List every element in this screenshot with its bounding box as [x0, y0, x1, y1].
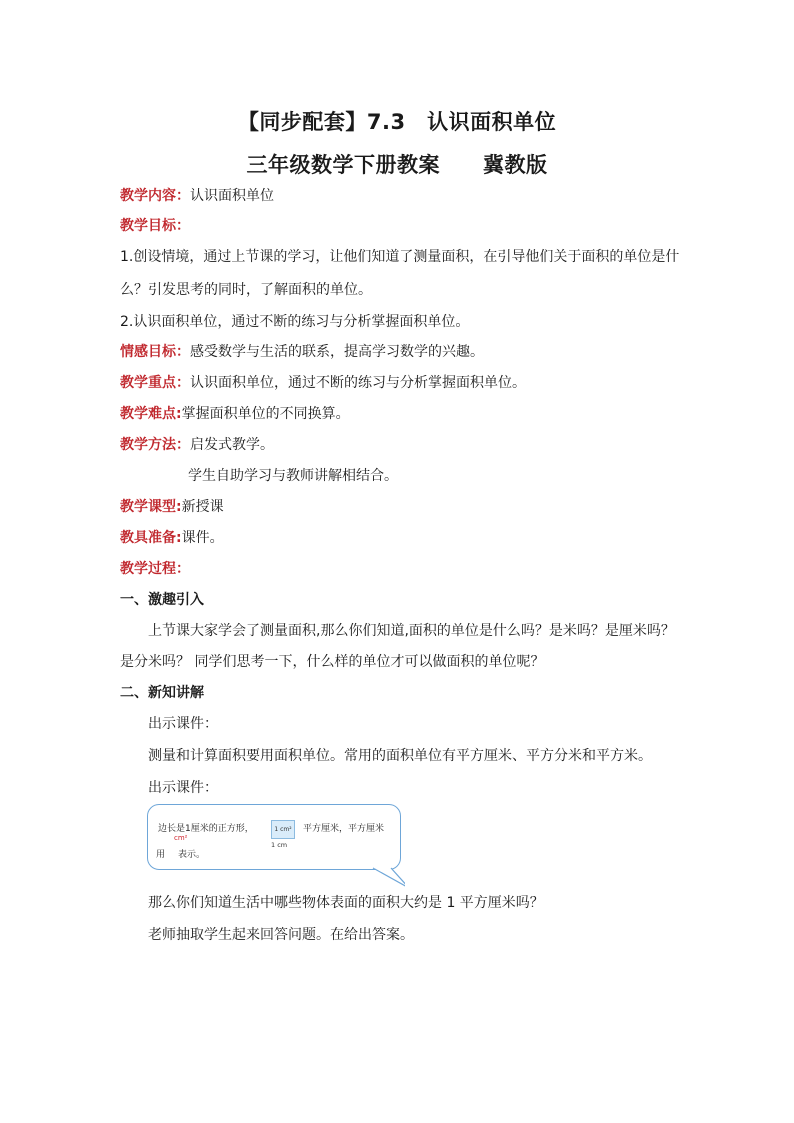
- key-row: [120, 373, 526, 393]
- content-row: [120, 186, 274, 206]
- method-text-2: 学生自助学习与教师讲解相结合。: [188, 468, 398, 484]
- side-label: 1 cm: [271, 841, 288, 849]
- goal-item-1b: 么？引发思考的同时，了解面积的单位。: [120, 282, 372, 298]
- section2-heading: 二、新知讲解: [120, 685, 204, 701]
- tools-label: 教具准备:: [120, 530, 182, 546]
- title-line-2: 三年级数学下册教案 冀教版: [246, 153, 548, 177]
- section1-heading: 一、激趣引入: [120, 592, 204, 608]
- goals-label: 教学目标：: [120, 218, 190, 234]
- section2-paragraph-3: 老师抽取学生起来回答问题。在给出答案。: [148, 927, 414, 943]
- tools-row: [120, 528, 224, 548]
- bubble-unit: cm²: [174, 834, 188, 842]
- section1-paragraph-1: 上节课大家学会了测量面积,那么你们知道,面积的单位是什么吗？是米吗？是厘米吗？: [148, 623, 675, 639]
- title-line-1: 【同步配套】7.3 认识面积单位: [237, 110, 557, 134]
- bubble-text-3: 用: [156, 850, 166, 860]
- method-label: 教学方法：: [120, 437, 190, 453]
- tools-text: 课件。: [181, 530, 224, 546]
- emotion-text: 感受数学与生活的联系，提高学习数学的兴趣。: [190, 344, 484, 360]
- content-label: 教学内容：: [120, 188, 190, 204]
- section2-show-1: 出示课件：: [148, 716, 218, 732]
- section1-paragraph-2: 是分米吗？ 同学们思考一下，什么样的单位才可以做面积的单位呢？: [120, 654, 545, 670]
- bubble-text-2: 平方厘米，平方厘米: [303, 824, 385, 834]
- section2-paragraph-2: 那么你们知道生活中哪些物体表面的面积大约是 1 平方厘米吗？: [148, 895, 544, 911]
- square-label: 1 cm²: [274, 826, 292, 833]
- section2-show-2: 出示课件：: [148, 780, 218, 796]
- type-label: 教学课型:: [120, 499, 182, 515]
- goal-item-2: 2.认识面积单位，通过不断的练习与分析掌握面积单位。: [120, 314, 470, 330]
- type-row: [120, 497, 224, 517]
- emotion-row: [120, 342, 484, 362]
- difficulty-label: 教学难点:: [120, 406, 182, 422]
- content-text: 认识面积单位: [190, 188, 274, 204]
- emotion-label: 情感目标：: [120, 344, 190, 360]
- key-text: 认识面积单位，通过不断的练习与分析掌握面积单位。: [190, 375, 526, 391]
- type-text: 新授课: [181, 499, 224, 515]
- section2-paragraph-1: 测量和计算面积要用面积单位。常用的面积单位有平方厘米、平方分米和平方米。: [148, 748, 652, 764]
- bubble-text-4: 表示。: [178, 850, 206, 860]
- process-row: [120, 559, 190, 579]
- goals-row: [120, 216, 190, 236]
- goal-item-1a: 1.创设情境，通过上节课的学习，让他们知道了测量面积，在引导他们关于面积的单位是什: [120, 249, 680, 265]
- method-text-1: 启发式教学。: [190, 437, 274, 453]
- courseware-bubble: [147, 804, 405, 894]
- bubble-text-1: 边长是1厘米的正方形，: [158, 824, 254, 834]
- key-label: 教学重点：: [120, 375, 190, 391]
- method-row: [120, 435, 274, 455]
- process-label: 教学过程：: [120, 561, 190, 577]
- difficulty-text: 掌握面积单位的不同换算。: [181, 406, 350, 422]
- bubble-tail-icon: [147, 804, 405, 894]
- difficulty-row: [120, 404, 350, 424]
